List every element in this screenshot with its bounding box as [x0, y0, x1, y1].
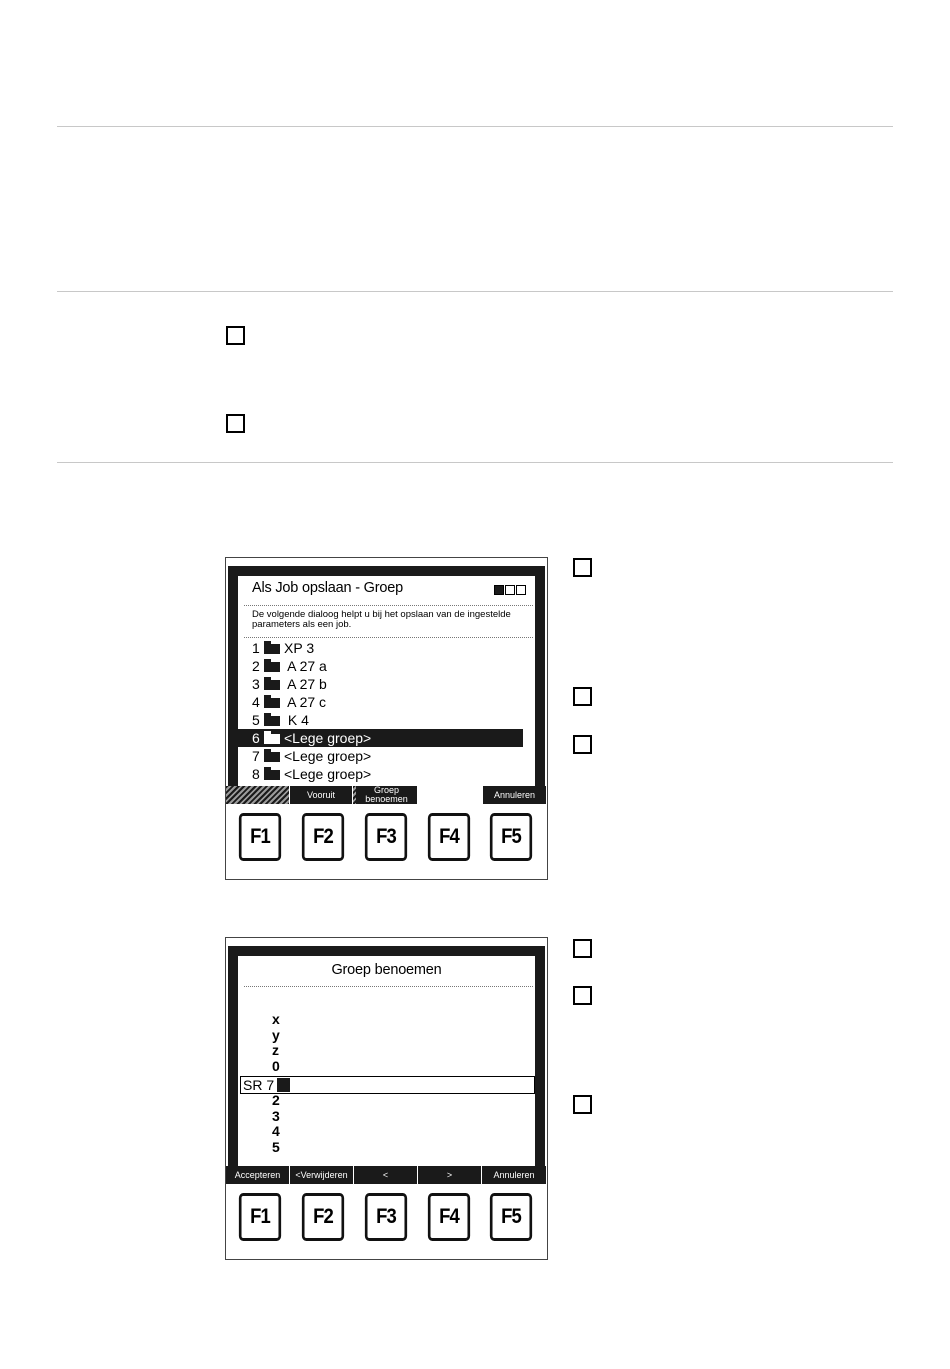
- device-screen-save-job-group: [225, 557, 548, 880]
- f5-key[interactable]: F5: [490, 1193, 532, 1241]
- display-panel: [238, 576, 535, 803]
- group-row-selected[interactable]: [238, 729, 523, 747]
- folder-icon: [264, 734, 280, 744]
- softkey-cancel[interactable]: Annuleren: [482, 1166, 546, 1184]
- group-row[interactable]: [238, 675, 535, 693]
- softkey-forward[interactable]: Vooruit: [290, 786, 352, 804]
- softkey-label-bar: [226, 1166, 546, 1184]
- divider-2: [57, 291, 893, 292]
- step-checkbox: [573, 986, 592, 1005]
- group-row[interactable]: [238, 657, 535, 675]
- char-option[interactable]: 0: [272, 1058, 280, 1075]
- step-checkbox: [573, 558, 592, 577]
- character-picker-below: [272, 1093, 280, 1156]
- f4-key[interactable]: F4: [428, 1193, 470, 1241]
- f3-key[interactable]: F3: [365, 813, 407, 861]
- display-frame: [228, 566, 545, 803]
- char-option[interactable]: z: [272, 1042, 279, 1059]
- softkey-accept[interactable]: Accepteren: [226, 1166, 289, 1184]
- f1-key[interactable]: F1: [239, 813, 281, 861]
- row-number: 8: [252, 766, 260, 782]
- divider-3: [57, 462, 893, 463]
- softkey-name-group[interactable]: Groep benoemen: [356, 786, 417, 804]
- text-cursor: [277, 1078, 290, 1092]
- folder-icon: [264, 644, 280, 654]
- screen-title: Groep benoemen: [331, 962, 442, 978]
- softkey-cancel[interactable]: Annuleren: [483, 786, 546, 804]
- progress-step: [505, 585, 515, 595]
- row-number: 2: [252, 658, 260, 674]
- group-label: A 27 a: [287, 658, 327, 674]
- group-list: [238, 639, 535, 783]
- separator: [244, 605, 533, 606]
- char-option[interactable]: x: [272, 1011, 280, 1027]
- softkey-delete[interactable]: <Verwijderen: [290, 1166, 353, 1184]
- step-checkbox: [226, 414, 245, 433]
- group-row[interactable]: [238, 765, 535, 783]
- char-option[interactable]: 5: [272, 1139, 280, 1156]
- progress-indicator: [494, 585, 526, 595]
- progress-step: [516, 585, 526, 595]
- row-number: 3: [252, 676, 260, 692]
- folder-icon: [264, 752, 280, 762]
- divider-1: [57, 126, 893, 127]
- f4-key[interactable]: F4: [428, 813, 470, 861]
- group-label: <Lege groep>: [284, 766, 372, 782]
- progress-step: [494, 585, 504, 595]
- f2-key[interactable]: F2: [302, 813, 344, 861]
- f1-key[interactable]: F1: [239, 1193, 281, 1241]
- step-checkbox: [573, 1095, 592, 1114]
- char-option[interactable]: 3: [272, 1107, 280, 1124]
- separator: [244, 637, 533, 638]
- row-number: 7: [252, 748, 260, 764]
- display-panel: [238, 956, 535, 1183]
- display-frame: [228, 946, 545, 1183]
- group-name-text: SR 7: [243, 1077, 275, 1093]
- group-row[interactable]: [238, 639, 535, 657]
- group-row[interactable]: [238, 747, 535, 765]
- row-number: 5: [252, 712, 260, 728]
- folder-icon: [264, 680, 280, 690]
- dialog-description: De volgende dialoog helpt u bij het opslaan van de ingestelde parameters als een job.: [252, 609, 511, 630]
- softkey-right[interactable]: >: [418, 1166, 481, 1184]
- step-checkbox: [573, 939, 592, 958]
- group-label: <Lege groep>: [284, 730, 372, 746]
- function-keys: [226, 1193, 546, 1249]
- group-row[interactable]: [238, 693, 535, 711]
- group-label: K 4: [287, 712, 309, 728]
- function-keys: [226, 813, 546, 869]
- f3-key[interactable]: F3: [365, 1193, 407, 1241]
- row-number: 6: [252, 730, 260, 746]
- screen-title: Als Job opslaan - Groep: [252, 580, 403, 596]
- char-option[interactable]: 2: [272, 1092, 280, 1108]
- folder-icon: [264, 716, 280, 726]
- step-checkbox: [573, 687, 592, 706]
- character-picker-above: [272, 1012, 280, 1075]
- device-screen-name-group: [225, 937, 548, 1260]
- separator: [244, 986, 533, 987]
- softkey-left[interactable]: <: [354, 1166, 417, 1184]
- step-checkbox: [573, 735, 592, 754]
- char-option[interactable]: 4: [272, 1123, 280, 1140]
- group-row[interactable]: [238, 711, 535, 729]
- char-option[interactable]: y: [272, 1026, 280, 1043]
- group-label: A 27 b: [287, 676, 327, 692]
- group-label: <Lege groep>: [284, 748, 372, 764]
- group-name-input[interactable]: [240, 1076, 535, 1094]
- softkey-label-bar: [226, 786, 546, 804]
- softkey-back-disabled: [226, 786, 289, 804]
- folder-icon: [264, 770, 280, 780]
- row-number: 4: [252, 694, 260, 710]
- f5-key[interactable]: F5: [490, 813, 532, 861]
- row-number: 1: [252, 640, 260, 656]
- group-label: XP 3: [284, 640, 315, 656]
- group-label: A 27 c: [287, 694, 327, 710]
- step-checkbox: [226, 326, 245, 345]
- folder-icon: [264, 662, 280, 672]
- folder-icon: [264, 698, 280, 708]
- f2-key[interactable]: F2: [302, 1193, 344, 1241]
